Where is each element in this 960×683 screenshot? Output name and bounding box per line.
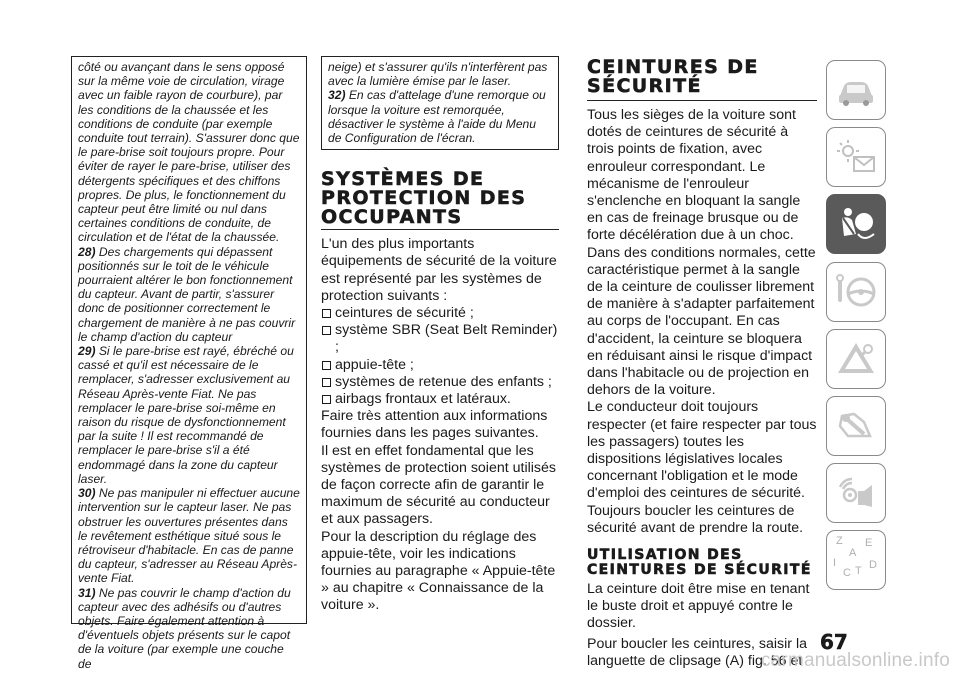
note-number: 29) xyxy=(78,344,96,359)
buckling-instructions: Pour boucler les ceintures, saisir la languette de clipsage (A) fig. 56 et xyxy=(587,635,808,669)
tab-index[interactable] xyxy=(826,530,886,590)
list-item: ceintures de sécurité ; xyxy=(321,305,559,322)
warning-lights-icon xyxy=(834,137,878,177)
index-letter: C xyxy=(843,567,851,580)
note-text: Si le pare-brise est rayé, ébréché ou cassé et qu'il est nécessaire de le remplacer, s'adresser exclusivement au Réseau Après-vente Fiat. Ne pas remplacer le pare-brise soi-même en raison du risque de dysfonctionnement par la suite ! Il est recommandé de remplacer le pare-brise s'il a été endommagé dans la zone du capteur laser. xyxy=(78,344,294,486)
protection-systems-list xyxy=(321,305,559,408)
checkbox-bullet-icon xyxy=(322,378,331,387)
list-item: airbags frontaux et latéraux. xyxy=(321,391,559,408)
note-number: 28) xyxy=(78,244,96,259)
continued-notes-box xyxy=(321,56,559,150)
middle-column xyxy=(321,56,559,656)
note-text: Ne pas manipuler ni effectuer aucune intervention sur le capteur laser. Ne pas obstruer les ouvertures présentes dans le revêtement esthétique situé sous le rétroviseur d'habitacle. En cas de panne du capteur, s'adresser au Réseau Après-vente Fiat. xyxy=(78,486,300,586)
sensor-intro-text: côté ou avançant dans le sens opposé sur la même voie de circulation, virage avec un faible rayon de courbure), par les conditions de la chaussée et les conditions de conduite (par exemple conduite tout terrain). S'assurer donc que le pare-brise soit toujours propre. Pour éviter de rayer le pare-brise, utiliser des détergents spécifiques et des chiffons propres. De plus, le fonctionnement du capteur peut être limité ou nul dans certaines conditions de conduite, de circulation et de l'état de la chaussée. xyxy=(78,60,300,245)
note-32 xyxy=(328,88,552,145)
breakdown-triangle-icon xyxy=(834,339,878,379)
checkbox-bullet-icon xyxy=(322,309,331,318)
posture-paragraph: La ceinture doit être mise en tenant le buste droit et appuyé contre le dossier. xyxy=(587,581,810,632)
list-item: appuie-tête ; xyxy=(321,357,559,374)
watermark: carmanualsonline.info xyxy=(760,650,950,671)
note-number: 31) xyxy=(78,585,96,600)
fundamental-paragraph: Il est en effet fondamental que les systèmes de protection soient utilisés de façon correcte afin de garantir le maximum de sécurité au conducteur et aux passagers. xyxy=(321,442,556,528)
warning-notes-box xyxy=(71,56,307,671)
tab-dashboard[interactable] xyxy=(826,60,886,120)
checkbox-bullet-icon xyxy=(322,326,331,335)
checkbox-bullet-icon xyxy=(322,361,331,370)
tab-emergency[interactable] xyxy=(826,329,886,389)
tab-multimedia[interactable] xyxy=(826,463,886,523)
note-28 xyxy=(78,245,300,344)
index-letter: A xyxy=(849,547,857,560)
subheading-seatbelt-usage: UTILISATION DES CEINTURES DE SÉCURITÉ xyxy=(587,547,812,578)
note-31-continued: neige) et s'assurer qu'ils n'interfèrent pas avec la lumière émise par le laser. xyxy=(328,60,548,89)
buckle-up-paragraph: Toujours boucler les ceintures de sécurité avant de prendre la route. xyxy=(587,502,804,536)
tab-driving[interactable] xyxy=(826,262,886,322)
right-column xyxy=(587,56,817,669)
tab-warning-lights[interactable] xyxy=(826,127,886,187)
driver-obligation-paragraph: Le conducteur doit toujours respecter (et faire respecter par tous les passagers) toutes les dispositions législatives locales concernant l'obligation et le mode d'emploi des ceintures de sécurité. xyxy=(587,399,817,502)
note-text: Des chargements qui dépassent positionnés sur le toit de le véhicule pourraient altérer le bon fonctionnement du capteur. Avant de partir, s'assurer donc de positionner correctement le chargement de manière à ne pas couvrir le champ d'action du capteur xyxy=(78,244,296,344)
index-letter: D xyxy=(869,559,877,572)
protection-intro: L'un des plus importants équipements de sécurité de la voiture est représenté par les systèmes de protection suivants : xyxy=(321,236,557,304)
note-number: 30) xyxy=(78,486,96,501)
multimedia-icon xyxy=(834,473,878,513)
steering-wheel-icon xyxy=(834,272,878,312)
index-letter: Z xyxy=(836,535,843,548)
index-letter: E xyxy=(865,537,873,550)
seatbelt-airbag-icon xyxy=(834,204,878,244)
tab-maintenance[interactable] xyxy=(826,396,886,456)
note-30 xyxy=(78,486,300,585)
note-number: 32) xyxy=(328,88,346,103)
checkbox-bullet-icon xyxy=(322,395,331,404)
section-heading-occupant-protection: SYSTÈMES DE PROTECTION DES OCCUPANTS xyxy=(321,170,559,230)
tab-safety[interactable] xyxy=(826,194,886,254)
note-31 xyxy=(78,586,300,671)
seatbelt-description: Tous les sièges de la voiture sont dotés de ceintures de sécurité à trois points de fixation, avec enrouleur correspondant. Le mécanisme de l'enrouleur s'enclenche en bloquant la sangle en cas de freinage brusque ou de forte décélération due à un choc. Dans des conditions normales, cette caractéristique permet à la sangle de la ceinture de coulisser librement de manière à s'adapter parfaitement au corps de l'occupant. En cas d'accident, la ceinture se bloquera en réduisant ainsi le risque d'impact dans l'habitacle ou de projection en dehors de la voiture. xyxy=(587,107,816,399)
car-dashboard-icon xyxy=(834,70,878,110)
note-29 xyxy=(78,344,300,486)
attention-paragraph: Faire très attention aux informations fournies dans les pages suivantes. xyxy=(321,408,548,442)
service-wrench-icon xyxy=(834,406,878,446)
list-item: système SBR (Seat Belt Reminder) ; xyxy=(321,322,559,356)
list-item: systèmes de retenue des enfants ; xyxy=(321,374,559,391)
index-letter: T xyxy=(855,565,862,578)
headrest-reference-paragraph: Pour la description du réglage des appuie-tête, voir les indications fournies au paragraphe « Appuie-tête » au chapitre « Connaissance de la voiture ». xyxy=(321,528,556,614)
note-text: Ne pas couvrir le champ d'action du capteur avec des adhésifs ou d'autres objets. Faire également attention à d'éventuels objets présents sur le capot de la voiture (par exemple une couche de xyxy=(78,585,291,671)
page-number: 67 xyxy=(820,630,848,654)
note-text: En cas d'attelage d'une remorque ou lorsque la voiture est remorquée, désactiver le système à l'aide du Menu de Configuration de l'écran. xyxy=(328,88,546,146)
chapter-tabs xyxy=(826,60,886,598)
index-letter: I xyxy=(833,557,837,570)
section-heading-seatbelts: CEINTURES DE SÉCURITÉ xyxy=(587,58,817,101)
